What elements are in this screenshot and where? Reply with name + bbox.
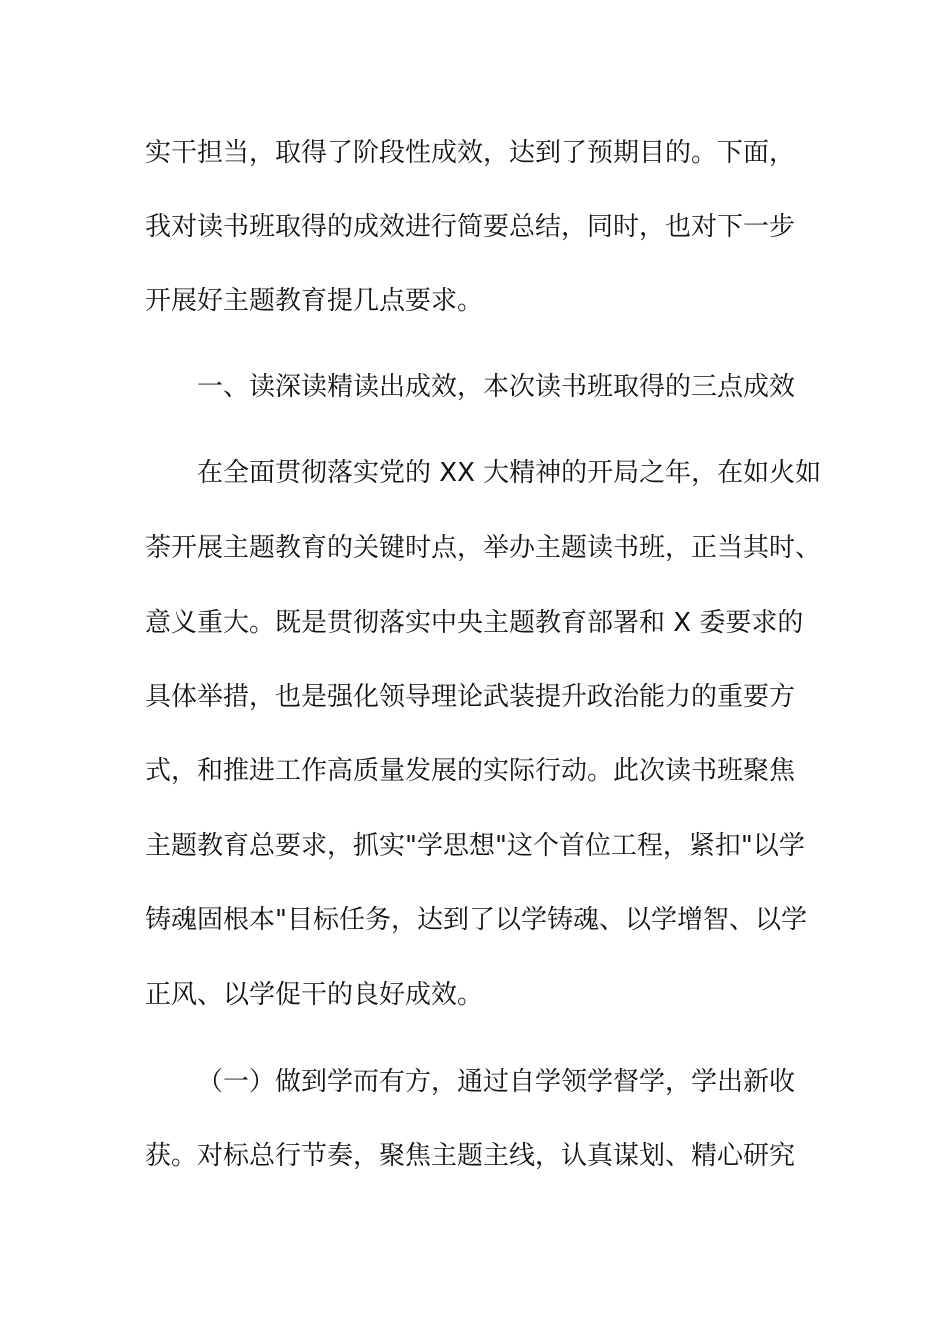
paragraph-line-2: 我对读书班取得的成效进行简要总结，同时，也对下一步 [145,212,796,242]
paragraph-line-12: 获。对标总行节奏，聚焦主题主线，认真谋划、精心研究 [145,1141,796,1171]
paragraph-line-9: 主题教育总要求，抓实"学思想"这个首位工程，紧扣"以学 [145,831,805,861]
paragraph-line-3: 开展好主题教育提几点要求。 [145,286,484,316]
paragraph-line-4: 在全面贯彻落实党的 XX 大精神的开局之年，在如火如 [197,458,822,488]
paragraph-line-1: 实干担当，取得了阶段性成效，达到了预期目的。下面， [145,138,796,168]
paragraph-line-7: 具体举措，也是强化领导理论武装提升政治能力的重要方 [145,682,796,712]
subsection-heading-1: （一）做到学而有方，通过自学领学督学，学出新收 [197,1067,796,1097]
paragraph-line-5: 荼开展主题教育的关键时点，举办主题读书班，正当其时、 [145,533,822,563]
paragraph-line-10: 铸魂固根本"目标任务，达到了以学铸魂、以学增智、以学 [145,905,807,935]
paragraph-line-11: 正风、以学促干的良好成效。 [145,980,484,1010]
section-heading-1: 一、读深读精读出成效，本次读书班取得的三点成效 [197,372,796,402]
paragraph-line-8: 式，和推进工作高质量发展的实际行动。此次读书班聚焦 [145,756,796,786]
paragraph-line-6: 意义重大。既是贯彻落实中央主题教育部署和 X 委要求的 [145,608,804,638]
